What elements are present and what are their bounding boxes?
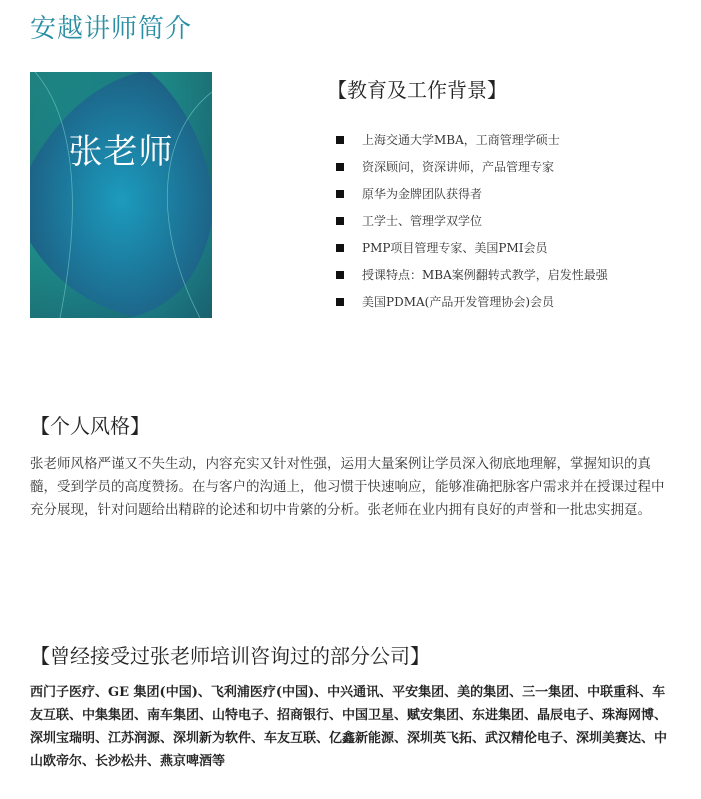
- list-item-text: 工学士、管理学双学位: [362, 214, 483, 228]
- square-bullet-icon: [336, 244, 344, 252]
- square-bullet-icon: [336, 217, 344, 225]
- list-item-text: PMP项目管理专家、美国PMI会员: [362, 241, 548, 255]
- list-item: [336, 207, 608, 234]
- style-paragraph: 张老师风格严谨又不失生动，内容充实又针对性强，运用大量案例让学员深入彻底地理解，掌握知识的真髓，受到学员的高度赞扬。在与客户的沟通上，他习惯于快速响应，能够准确把脉客户需求并在授课过程中充分展现，针对问题给出精辟的论述和切中肯綮的分析。张老师在业内拥有良好的声誉和一批忠实拥趸。: [30, 456, 665, 518]
- list-item-text: 资深顾问，资深讲师，产品管理专家: [362, 160, 555, 174]
- square-bullet-icon: [336, 163, 344, 171]
- square-bullet-icon: [336, 190, 344, 198]
- square-bullet-icon: [336, 298, 344, 306]
- square-bullet-icon: [336, 271, 344, 279]
- portrait-background: [30, 72, 212, 318]
- list-item-text: 授课特点：MBA案例翻转式教学，启发性最强: [362, 268, 608, 282]
- clients-paragraph: 西门子医疗、GE 集团(中国)、飞利浦医疗(中国)、中兴通讯、平安集团、美的集团、三一集团、中联重科、车友互联、中集集团、南车集团、山特电子、招商银行、中国卫星、赋安集团、东进集团、晶辰电子、珠海网博、深圳宝瑞明、江苏润源、深圳新为软件、车友互联、亿鑫新能源、深圳英飞拓、武汉精伦电子、深圳美赛达、中山欧帝尔、长沙松井、燕京啤酒等: [30, 685, 668, 769]
- list-item-text: 原华为金牌团队获得者: [362, 187, 483, 201]
- list-item-text: 美国PDMA(产品开发管理协会)会员: [362, 295, 555, 309]
- list-item: [336, 126, 608, 153]
- square-bullet-icon: [336, 136, 344, 144]
- background-list: [336, 126, 608, 315]
- style-heading: 【个人风格】: [30, 414, 150, 438]
- list-item: [336, 288, 608, 315]
- clients-heading: 【曾经接受过张老师培训咨询过的部分公司】: [30, 644, 430, 668]
- list-item-text: 上海交通大学MBA，工商管理学硕士: [362, 133, 560, 147]
- list-item: [336, 234, 608, 261]
- list-item: [336, 261, 608, 288]
- list-item: [336, 153, 608, 180]
- list-item: [336, 180, 608, 207]
- trainer-portrait-card: [30, 72, 212, 318]
- background-heading: 【教育及工作背景】: [327, 78, 507, 102]
- portrait-name: 张老师: [68, 132, 174, 172]
- page-title: 安越讲师简介: [30, 14, 193, 44]
